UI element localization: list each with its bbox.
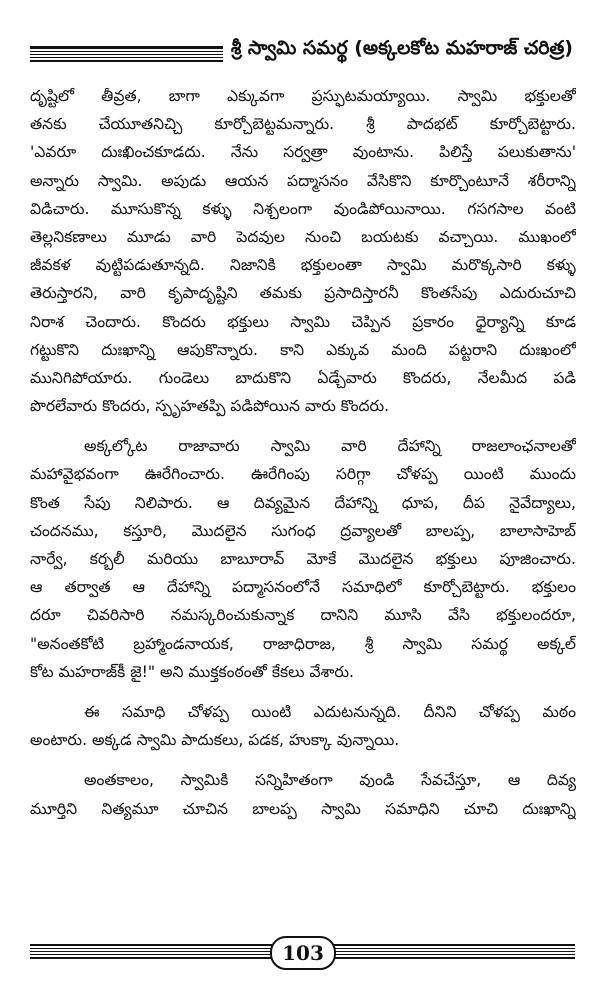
running-header [30, 28, 575, 72]
text-line: మునిగిపోయారు. గుండెలు బాదుకొని ఏడ్చేవారు కొందరు, నేలమీద పడి [30, 368, 576, 387]
text-line: విడిచారు. మూసుకొన్న కళ్ళు నిశ్చలంగా వుండిపోయినాయి. గసగసాల వంటి [30, 199, 576, 218]
text-line: జీవకళ వుట్టిపడుతూన్నది. నిజానికి భక్తులంతా స్వామి మరొక్కసారి కళ్ళు [30, 256, 576, 275]
text-line: తెల్లనికణాలు మూడు వారి పెదవుల నుంచి బయటకు వచ్చాయి. ముఖంలో [30, 227, 576, 246]
page-number: 103 [282, 941, 324, 965]
text-line: మూర్తిని నిత్యమూ చూచిన బాలప్ప స్వామి సమాధిని చూచి దుఃఖాన్ని [30, 799, 576, 818]
text-line: ఈ సమాధి చోళప్ప యింటి ఎదుటనున్నది. దీనిని చోళప్ప మఠం [84, 702, 576, 721]
text-line: చందనము, కస్తూరి, మొదలైన సుగంధ ద్రవ్యాలతో బాలప్ప, బాలాసాహెబ్ [30, 521, 576, 540]
text-line: అన్నారు స్వామి. అపుడు ఆయన పద్మాసనం వేసికొని కూర్చొంటూనే శరీరాన్ని [30, 171, 576, 190]
text-line: తెరుస్తారని, వారి కృపాదృష్టిని తమకు ప్రసాదిస్తారనీ కొంతసేపు ఎదురుచూచి [30, 284, 576, 303]
text-line: కొంత సేపు నిలిపారు. ఆ దివ్యమైన దేహాన్ని ధూప, దీప నైవేద్యాలు, [30, 493, 576, 512]
page-footer [30, 932, 575, 972]
text-line: అక్కల్కోట రాజావారు స్వామి వారి దేహాన్ని రాజలాంఛనాలతో [84, 437, 576, 456]
text-line: తనకు చేయూతనిచ్చి కూర్చోబెట్టమన్నారు. శ్రీ పాదభట్ కూర్చోబెట్టారు. [30, 115, 576, 134]
text-line: నిరాశ చెందారు. కొందరు భక్తులు స్వామి చెప్పిన ప్రకారం ధైర్యాన్ని కూడ [30, 312, 576, 331]
text-line: 'ఎవరూ దుఃఖించకూడదు. నేను సర్వత్రా వుంటాను. పిలిస్తే పలుకుతాను' [30, 143, 576, 162]
paragraph-gap [30, 420, 576, 432]
text-line: మహావైభవంగా ఊరేగించారు. ఊరేగింపు సరిగ్గా చోళప్ప యింటి ముందు [30, 465, 576, 484]
paragraph-2 [30, 432, 576, 686]
text-line: దరూ చివరిసారి నమస్కరించుకున్నాక దానిని మూసి వేసి భక్తులందరూ, [30, 606, 576, 625]
text-line: అంతకాలం, స్వామికి సన్నిహితంగా వుండి సేవచేస్తూ, ఆ దివ్య [84, 771, 576, 790]
text-line: దృష్టిలో తీవ్రత, బాగా ఎక్కువగా ప్రస్ఫుటమయ్యాయి. స్వామి భక్తులతో [30, 87, 576, 105]
text-line: ఆ తర్వాత ఆ దేహాన్ని పద్మాసనంలోనే సమాధిలో కూర్చోబెట్టారు. భక్తులం [30, 578, 576, 597]
text-line: పొరలేవారు కొందరు, స్పృహతప్పి పడిపోయిన వారు కొందరు. [30, 397, 390, 416]
text-line: "అనంతకోటి బ్రహ్మాండనాయక, రాజాధిరాజ, శ్రీ స్వామి సమర్థ అక్కల్ [30, 634, 576, 653]
page-body [30, 82, 576, 823]
book-title: శ్రీ స్వామి సమర్థ (అక్కలకోట మహరాజ్ చరిత్ర) [223, 30, 575, 66]
paragraph-4 [30, 766, 576, 822]
text-line: అంటారు. అక్కడ స్వామి పాదుకలు, పడక, హుక్కా వున్నాయి. [30, 731, 400, 750]
text-line: నార్వే, కర్బలీ మరియు బాబూరావ్ మోకే మొదలైన భక్తులు పూజించారు. [30, 550, 576, 568]
text-line: గట్టుకొని దుఃఖాన్ని ఆపుకొన్నారు. కాని ఎక్కువ మంది పట్టరాని దుఃఖంలో [30, 340, 576, 359]
paragraph-gap [30, 754, 576, 766]
page-number-badge [270, 936, 336, 970]
paragraph-3 [30, 698, 576, 754]
paragraph-1 [30, 82, 576, 420]
text-line: కోట మహరాజ్‌కీ జై!" అని ముక్తకంఠంతో కేకలు వేశారు. [30, 662, 354, 681]
paragraph-gap [30, 686, 576, 698]
